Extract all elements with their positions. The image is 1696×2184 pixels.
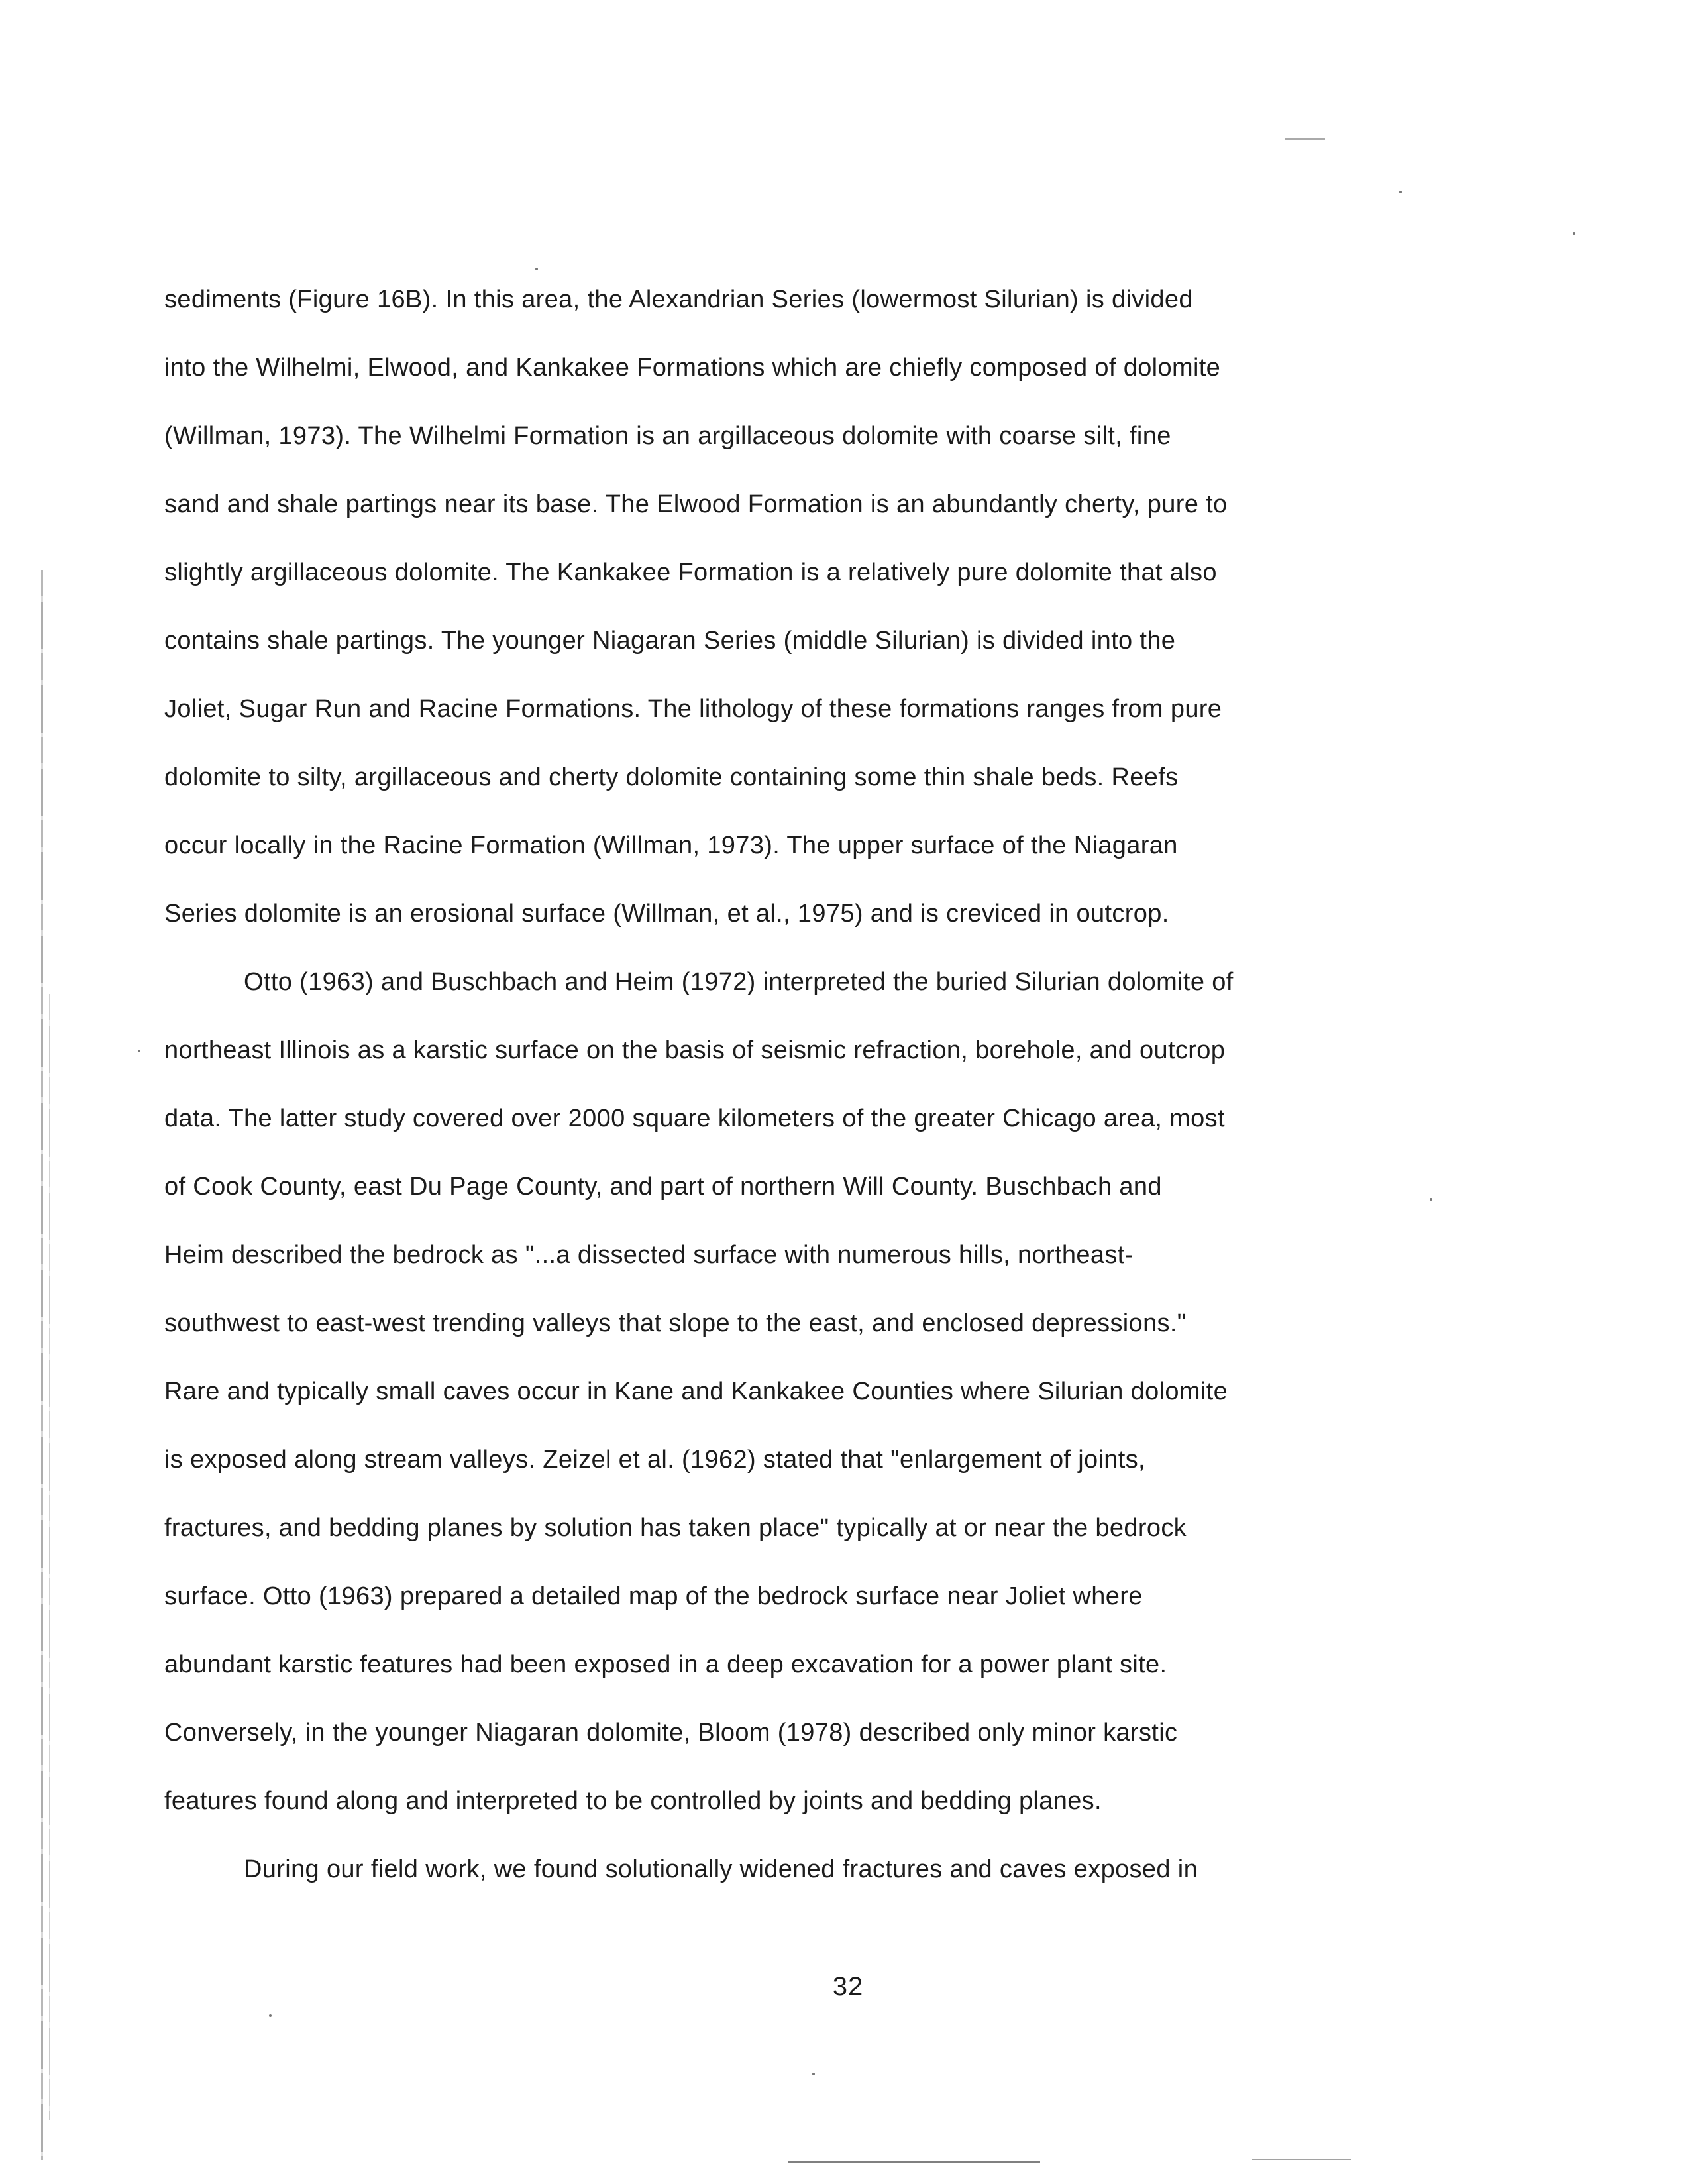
scan-speck [535, 268, 538, 270]
scan-artifact-bottom-line [788, 2161, 1040, 2163]
scan-speck [1399, 191, 1402, 193]
text-line: Series dolomite is an erosional surface (Willman, et al., 1975) and is creviced in outcrop. [164, 900, 1169, 928]
text-line: features found along and interpreted to be controlled by joints and bedding planes. [164, 1787, 1102, 1815]
scan-speck [1573, 232, 1575, 235]
text-line: Heim described the bedrock as "...a dissected surface with numerous hills, northeast- [164, 1241, 1134, 1269]
text-line: of Cook County, east Du Page County, and part of northern Will County. Buschbach and [164, 1173, 1162, 1201]
text-line: abundant karstic features had been exposed in a deep excavation for a power plant site. [164, 1651, 1167, 1678]
page-number: 32 [832, 1972, 864, 2001]
text-line: occur locally in the Racine Formation (Willman, 1973). The upper surface of the Niagaran [164, 832, 1178, 859]
text-line: Conversely, in the younger Niagaran dolomite, Bloom (1978) described only minor karstic [164, 1719, 1178, 1747]
text-line: northeast Illinois as a karstic surface on the basis of seismic refraction, borehole, and outcrop [164, 1036, 1226, 1064]
text-line: contains shale partings. The younger Niagaran Series (middle Silurian) is divided into the [164, 627, 1176, 655]
paragraph-start-line: Otto (1963) and Buschbach and Heim (1972) interpreted the buried Silurian dolomite of [244, 968, 1234, 996]
scan-binding-edge-secondary [49, 994, 50, 2120]
scan-speck [138, 1050, 140, 1052]
text-line: Joliet, Sugar Run and Racine Formations. The lithology of these formations ranges from pure [164, 695, 1222, 723]
paragraph-start-line: During our field work, we found solutionally widened fractures and caves exposed in [244, 1855, 1198, 1883]
scan-artifact-top-right [1285, 138, 1325, 140]
text-line: into the Wilhelmi, Elwood, and Kankakee Formations which are chiefly composed of dolomite [164, 354, 1221, 382]
text-line: Rare and typically small caves occur in Kane and Kankakee Counties where Silurian dolomite [164, 1378, 1228, 1405]
text-line: surface. Otto (1963) prepared a detailed map of the bedrock surface near Joliet where [164, 1582, 1143, 1610]
text-line: sediments (Figure 16B). In this area, the Alexandrian Series (lowermost Silurian) is divided [164, 286, 1193, 313]
text-line: sand and shale partings near its base. The Elwood Formation is an abundantly cherty, pure to [164, 490, 1228, 518]
text-line: slightly argillaceous dolomite. The Kankakee Formation is a relatively pure dolomite that also [164, 559, 1217, 586]
scan-speck [1430, 1198, 1432, 1201]
text-line: is exposed along stream valleys. Zeizel et al. (1962) stated that "enlargement of joints, [164, 1446, 1145, 1474]
text-line: southwest to east-west trending valleys that slope to the east, and enclosed depressions." [164, 1309, 1187, 1337]
scan-speck [812, 2073, 815, 2075]
scan-speck [269, 2014, 272, 2017]
text-line: dolomite to silty, argillaceous and cherty dolomite containing some thin shale beds. Reefs [164, 763, 1179, 791]
scan-artifact-bottom-line-right [1252, 2159, 1352, 2160]
scan-binding-edge [41, 570, 43, 2160]
text-line: data. The latter study covered over 2000 square kilometers of the greater Chicago area, most [164, 1105, 1225, 1132]
text-line: fractures, and bedding planes by solution has taken place" typically at or near the bedrock [164, 1514, 1187, 1542]
body-text [164, 278, 1463, 1916]
text-line: (Willman, 1973). The Wilhelmi Formation is an argillaceous dolomite with coarse silt, fine [164, 422, 1171, 450]
